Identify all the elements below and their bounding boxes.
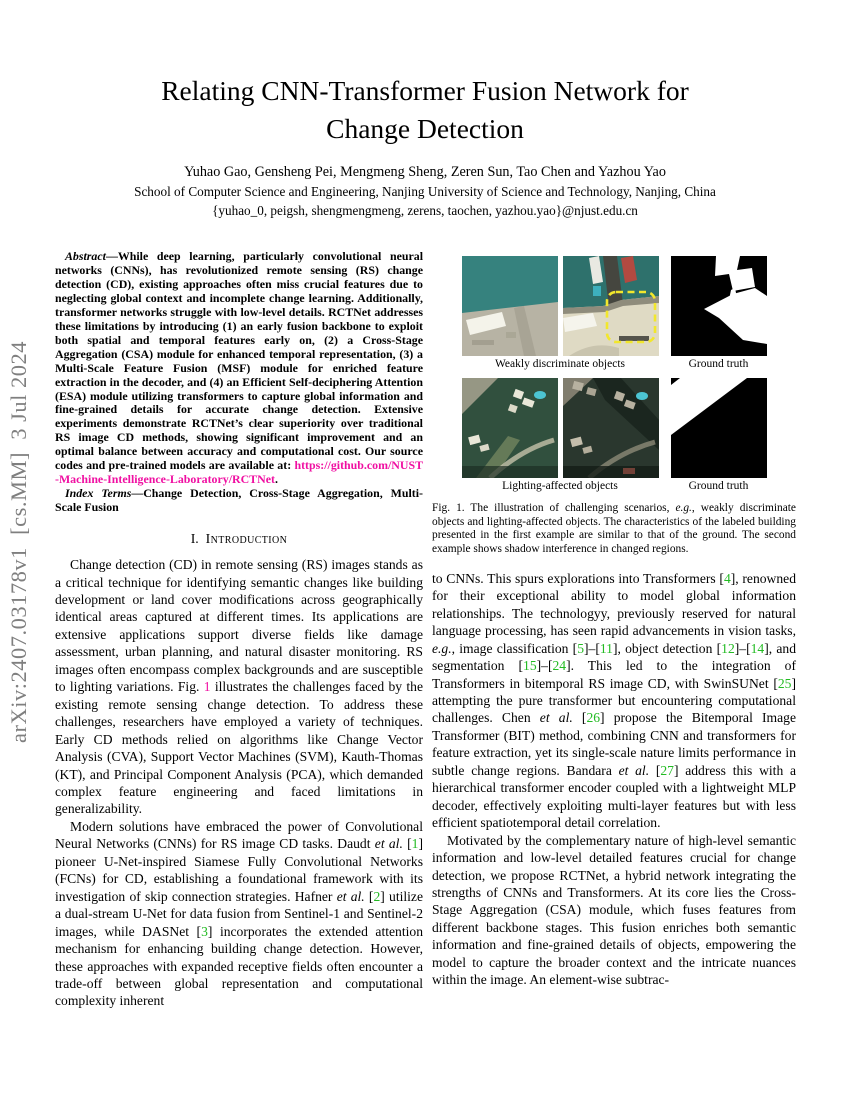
affiliation-line: School of Computer Science and Engineering, Nanjing University of Science and Technology, Nanjing, China [134, 184, 716, 199]
text-run: ]–[ [584, 640, 600, 656]
abstract-paragraph [55, 250, 423, 487]
text-run: et al. [618, 762, 650, 778]
ground-truth-mask-1 [671, 256, 767, 356]
emails-line: {yuhao_0, peigsh, shengmengmeng, zerens, taochen, yazhou.yao}@njust.edu.cn [212, 203, 638, 218]
figure-1-grid [462, 256, 767, 492]
right-paragraph-1 [432, 570, 796, 832]
intro-paragraph-2 [55, 818, 423, 1010]
authors-line: Yuhao Gao, Gensheng Pei, Mengmeng Sheng, Zeren Sun, Tao Chen and Yazhou Yao [184, 164, 666, 180]
paper-header [75, 72, 775, 219]
citation-ref[interactable]: 26 [586, 710, 601, 726]
text-run: [ [402, 836, 412, 852]
figure-label-weak: Weakly discriminate objects [494, 358, 625, 370]
citation-ref[interactable]: 15 [523, 658, 537, 674]
text-run: Abstract [65, 249, 106, 263]
text-run: ], renowned for their exceptional ability to model global information relationships. The technologyy, previously reserved for natural language processing, has seen rapid advancements in vision tasks, [432, 570, 796, 639]
text-run: et al. [539, 710, 573, 726]
figure-label-lighting: Lighting-affected objects [502, 480, 618, 492]
text-run: e.g. [432, 640, 452, 656]
citation-ref[interactable]: 14 [750, 640, 765, 656]
paper-title: Relating CNN-Transformer Fusion Network for Change Detection [161, 75, 689, 144]
text-run: to CNNs. This spurs explorations into Transformers [ [432, 570, 724, 586]
text-run: , weakly discriminate objects and lighting-affected objects. The characteristics of the labeled building presented in the first example are similar to that of the ground. The second example shows shadow interference in changed regions. [432, 502, 796, 556]
intro-paragraph-1 [55, 556, 423, 818]
text-run: , image classification [ [451, 640, 578, 656]
index-terms-paragraph [55, 487, 423, 515]
figure-labels-top [462, 358, 767, 370]
citation-ref[interactable]: 24 [552, 658, 567, 674]
text-run: [ [649, 762, 661, 778]
text-run: ] pioneer U-Net-inspired Siamese Fully Convolutional Networks (FCNs) for CD, establishing a foundational framework with its investigation of skip connection strategies. Hafner [55, 836, 423, 904]
text-run: . [274, 472, 278, 487]
text-run: ]. This led to the integration of Transformers in bitemporal RS image CD, with SwinSUNet [ [432, 658, 796, 691]
text-run: Change detection (CD) in remote sensing (RS) images stands as a critical technique for identifying semantic changes like building development or land cover modifications across geographically identical areas captured at different times. Its applications are extensive applications support diverse fields like damage assessment, urban planning, and natural disaster monitoring. RS images often encompass complex backgrounds and are susceptible to lighting variations. Fig. [55, 557, 423, 695]
text-run: [ [364, 888, 374, 904]
text-run: Motivated by the complementary nature of high-level semantic information and low-level detailed features crucial for change detection, we propose RCTNet, a hybrid network integrating the strengths of CNNs and Transformers. At its core lies the Cross-Stage Aggregation (CSA) module, which fuses features from different backbone stages. This fusion enriches both semantic information and fine-grained details of objects, empowering the model to capture the broader context and the intricate nuances within the image. An element-wise subtrac- [432, 832, 796, 988]
citation-ref[interactable]: 11 [599, 640, 613, 656]
figure-row-lighting [462, 378, 767, 478]
left-column [55, 250, 423, 1010]
citation-ref[interactable]: 25 [777, 675, 792, 691]
text-run: Fig. 1. The illustration of challenging scenarios, [432, 502, 676, 514]
citation-ref[interactable]: 1 [411, 836, 419, 852]
citation-ref[interactable]: 27 [660, 762, 674, 778]
text-run: et al. [336, 888, 365, 904]
figure-row-weak [462, 256, 767, 356]
text-run: ]–[ [734, 640, 751, 656]
text-run: Modern solutions have embraced the power of Convolutional Neural Networks (CNNs) for RS image CD tasks. Daudt [55, 818, 423, 852]
section-number: I. [190, 531, 199, 547]
citation-ref[interactable]: 12 [721, 640, 735, 656]
citation-ref[interactable]: 5 [577, 640, 585, 656]
aerial-image-lighting-t2 [563, 378, 659, 478]
figure-label-ground-truth-top: Ground truth [688, 358, 749, 370]
aerial-image-weak-t1 [462, 256, 558, 356]
github-url-link[interactable]: https://github.com/NUST-Machine-Intelligence-Laboratory/RCTNet [55, 458, 423, 487]
citation-ref[interactable]: 4 [723, 570, 731, 586]
text-run: ]–[ [536, 658, 553, 674]
right-paragraph-2 [432, 832, 796, 989]
citation-ref[interactable]: 3 [201, 923, 208, 939]
section-heading-introduction [55, 531, 423, 547]
text-run: ] utilize a dual-stream U-Net for data fusion from Sentinel-1 and Sentinel-2 images, while DASNet [ [55, 888, 423, 939]
text-run: ] propose the Bitemporal Image Transformer (BIT) method, combining CNN and transformers for feature extraction, yet its single-scale nature limits performance in subtle change regions. Bandara [432, 710, 796, 778]
aerial-image-weak-t2 [563, 256, 659, 356]
figure-ref[interactable]: 1 [203, 679, 211, 695]
figure-label-ground-truth-bottom: Ground truth [688, 480, 749, 492]
figure-1 [432, 256, 796, 557]
figure-1-caption [432, 502, 796, 557]
figure-labels-bottom [462, 480, 767, 492]
citation-ref[interactable]: 2 [373, 888, 381, 904]
text-run: ] attempting the pure transformer but encountering computational challenges. Chen [432, 675, 796, 726]
text-run: Index Terms [65, 486, 132, 501]
text-run: illustrates the challenges faced by the existing remote sensing change detection. To address these challenges, researchers have employed a variety of techniques. Early CD methods relied on algorithms like Change Vector Analysis (CVA), Support Vector Machines (SVM), Kauth-Thomas (KT), and Principal Component Analysis (PCA), which demanded complex feature engineering and faced limitations in generalizability. [55, 679, 423, 817]
arxiv-watermark: arXiv:2407.03178v1 [cs.MM] 3 Jul 2024 [6, 341, 31, 743]
text-run: e.g. [675, 502, 692, 514]
text-run: —While deep learning, particularly convolutional neural networks (CNNs), has revolutionized remote sensing (RS) change detection (CD), existing approaches often miss crucial features due to neglecting global context and incomplete change learning. Additionally, transformer networks struggle with low-level details. RCTNet addresses these limitations by introducing (1) an early fusion backbone to exploit both spatial and temporal features early on, (2) a Cross-Stage Aggregation (CSA) module for enhanced temporal representation, (3) a Multi-Scale Feature Fusion (MSF) module for enriched feature extraction in the decoder, and (4) an Efficient Self-deciphering Attention (ESA) module utilizing transformers to capture global information and fine-grained details for accurate change detection. Extensive experiments demonstrate RCTNet’s clear superiority over traditional RS image CD methods, showing significant improvement and an optimal balance between accuracy and computational cost. Our source codes and pre-trained models are available at: [55, 249, 423, 473]
ground-truth-mask-2 [671, 378, 767, 478]
aerial-image-lighting-t1 [462, 378, 558, 478]
text-run: ] incorporates the extended attention mechanism for enhancing building change detection. However, these approaches with expanded receptive fields often encounter a trade-off between global representation and computational complexity inherent [55, 923, 423, 1009]
text-run: et al. [374, 836, 403, 852]
text-run: —Change Detection, Cross-Stage Aggregation, Multi-Scale Fusion [55, 486, 423, 515]
text-run: ], and segmentation [ [432, 640, 797, 674]
right-column [432, 250, 796, 989]
text-run: ], object detection [ [612, 640, 722, 656]
text-run: [ [572, 710, 587, 726]
text-run: ] address this with a hierarchical transformer encoder coupled with a lightweight MLP decoder, effectively exploiting multi-layer features but with less efficient spatiotemporal detail correlation. [432, 762, 796, 831]
section-title: Introduction [205, 531, 288, 547]
